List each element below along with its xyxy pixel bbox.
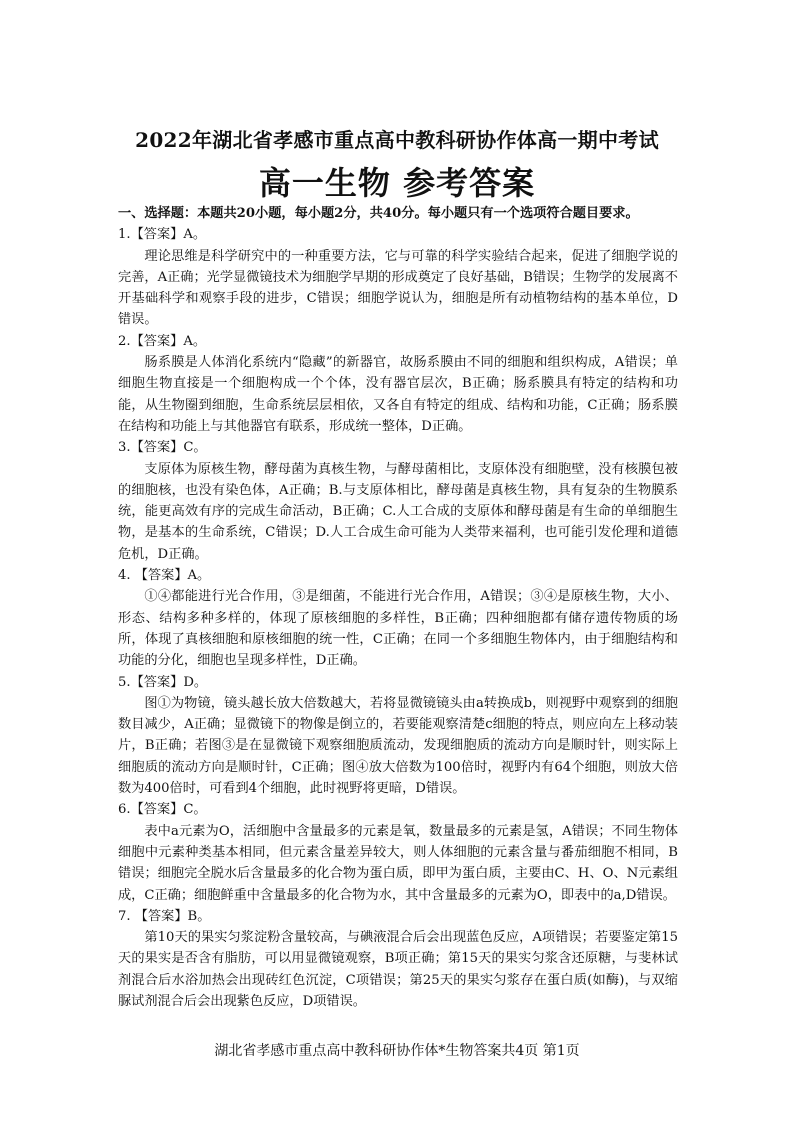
question-2 <box>118 331 678 437</box>
question-4 <box>118 565 678 671</box>
section-heading: 一、选择题：本题共20小题，每小题2分，共40分。每小题只有一个选项符合题目要求。 <box>118 206 639 221</box>
page-title: 高一生物 参考答案 <box>258 164 536 202</box>
question-7 <box>118 906 678 1012</box>
answer-line: 1.【答案】A。 <box>118 227 207 243</box>
answer-line: 3.【答案】C。 <box>118 440 207 456</box>
answer-line: 5.【答案】D。 <box>118 674 208 690</box>
answer-line: 4. 【答案】A。 <box>118 568 211 584</box>
exam-title: 2022年湖北省孝感市重点高中教科研协作体高一期中考试 <box>135 128 659 152</box>
explanation-text: 理论思维是科学研究中的一种重要方法，它与可靠的科学实验结合起来，促进了细胞学说的完善，A正确；光学显微镜技术为细胞学早期的形成奠定了良好基础，B错误；生物学的发展离不开基础科学和观察手段的进步，C错误；细胞学说认为，细胞是所有动植物结构的基本单位，D错误。 <box>118 248 678 328</box>
explanation-text: 第10天的果实匀浆淀粉含量较高，与碘液混合后会出现蓝色反应，A项错误；若要鉴定第15天的果实是否含有脂肪，可以用显微镜观察，B项正确；第15天的果实匀浆含还原糖，与斐林试剂混合后水浴加热会出现砖红色沉淀，C项错误；第25天的果实匀浆存在蛋白质(如酶)，与双缩脲试剂混合后会出现紫色反应，D项错误。 <box>118 930 678 1009</box>
question-3 <box>118 437 678 565</box>
question-1 <box>118 224 678 330</box>
explanation-text: 表中a元素为O，活细胞中含量最多的元素是氧，数量最多的元素是氢，A错误；不同生物体细胞中元素种类基本相同，但元素含量差异较大，则人体细胞的元素含量与番茄细胞不相同，B错误；细胞完全脱水后含量最多的化合物为蛋白质，即甲为蛋白质，主要由C、H、O、N元素组成，C正确；细胞鲜重中含量最多的化合物为水，其中含量最多的元素为O，即表中的a,D错误。 <box>118 823 678 903</box>
question-6 <box>118 799 678 905</box>
question-5 <box>118 672 678 800</box>
explanation-text: 图①为物镜，镜头越长放大倍数越大，若将显微镜镜头由a转换成b，则视野中观察到的细胞数目减少，A正确；显微镜下的物像是倒立的，若要能观察清楚c细胞的特点，则应向左上移动装片，B正确；若图③是在显微镜下观察细胞质流动，发现细胞质的流动方向是顺时针，则实际上细胞质的流动方向是顺时针，C正确；图④放大倍数为100倍时，视野内有64个细胞，则放大倍数为400倍时，可看到4个细胞，此时视野将更暗，D错误。 <box>118 695 678 797</box>
answer-content <box>118 203 678 1012</box>
page-footer: 湖北省孝感市重点高中教科研协作体*生物答案共4页 第1页 <box>214 1043 580 1059</box>
explanation-text: ①④都能进行光合作用，③是细菌，不能进行光合作用，A错误；③④是原核生物，大小、形态、结构多种多样的，体现了原核细胞的多样性，B正确；四种细胞都有储存遗传物质的场所，体现了真核细胞和原核细胞的统一性，C正确；在同一个多细胞生物体内，由于细胞结构和功能的分化，细胞也呈现多样性，D正确。 <box>118 589 678 669</box>
explanation-text: 支原体为原核生物，酵母菌为真核生物，与酵母菌相比，支原体没有细胞壁，没有核膜包被的细胞核，也没有染色体，A正确；B.与支原体相比，酵母菌是真核生物，具有复杂的生物膜系统，能更高效有序的完成生命活动，B正确；C.人工合成的支原体和酵母菌是有生命的单细胞生物，是基本的生命系统，C错误；D.人工合成生命可能为人类带来福利，也可能引发伦理和道德危机，D正确。 <box>118 461 678 562</box>
answer-line: 2.【答案】A。 <box>118 333 207 349</box>
answer-line: 7. 【答案】B。 <box>118 908 211 924</box>
explanation-text: 肠系膜是人体消化系统内“隐藏”的新器官，故肠系膜由不同的细胞和组织构成，A错误；单细胞生物直接是一个细胞构成一个个体，没有器官层次，B正确；肠系膜具有特定的结构和功能，从生物圈到细胞，生命系统层层相依，又各自有特定的组成、结构和功能，C正确；肠系膜在结构和功能上与其他器官有联系，形成统一整体，D正确。 <box>118 355 678 434</box>
answer-line: 6.【答案】C。 <box>118 802 207 818</box>
